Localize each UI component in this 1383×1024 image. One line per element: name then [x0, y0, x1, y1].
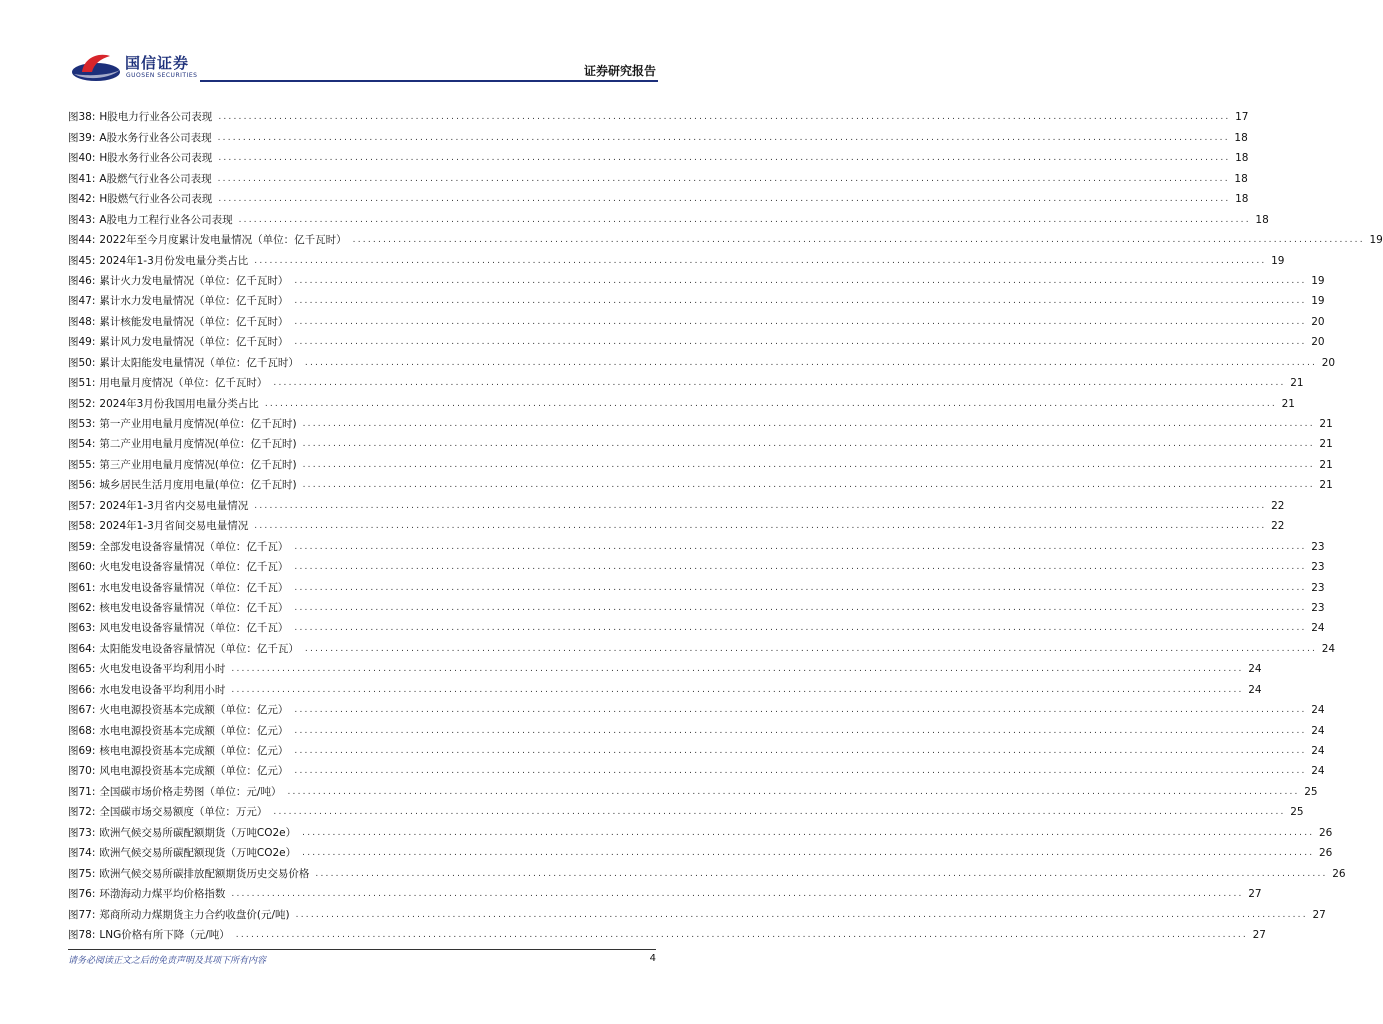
- toc-entry[interactable]: [68, 124, 1248, 144]
- toc-entry[interactable]: [68, 165, 1248, 185]
- toc-page-number: 20: [1321, 356, 1336, 369]
- toc-entry[interactable]: [68, 758, 1325, 778]
- toc-entry[interactable]: [68, 615, 1325, 635]
- toc-figure-number: 图50:: [68, 356, 96, 369]
- toc-figure-number: 图47:: [68, 295, 96, 308]
- toc-entry[interactable]: [68, 860, 1346, 880]
- logo-text-en: GUOSEN SECURITIES: [126, 72, 198, 79]
- toc-figure-number: 图39:: [68, 131, 96, 144]
- toc-entry[interactable]: [68, 431, 1333, 451]
- toc-leader-dots: ........................................................................................................................................................................................................: [231, 889, 1244, 900]
- toc-leader-dots: ........................................................................................................................................................................................................: [273, 807, 1286, 818]
- toc-figure-number: 图60:: [68, 561, 96, 574]
- toc-leader-dots: ........................................................................................................................................................................................................: [294, 316, 1307, 327]
- toc-entry[interactable]: [68, 799, 1304, 819]
- toc-entry[interactable]: [68, 656, 1262, 676]
- toc-figure-title: 第二产业用电量月度情况(单位：亿千瓦时): [99, 438, 297, 451]
- toc-figure-number: 图49:: [68, 336, 96, 349]
- toc-leader-dots: ........................................................................................................................................................................................................: [294, 746, 1307, 756]
- toc-leader-dots: ........................................................................................................................................................................................................: [294, 602, 1307, 613]
- toc-figure-title: 第三产业用电量月度情况(单位：亿千瓦时): [99, 458, 297, 471]
- toc-entry[interactable]: [68, 738, 1325, 758]
- toc-figure-number: 图78:: [68, 928, 96, 941]
- toc-figure-title: 累计核能发电量情况（单位：亿千瓦时）: [99, 315, 289, 328]
- toc-figure-number: 图64:: [68, 642, 96, 655]
- toc-figure-title: A股燃气行业各公司表现: [99, 172, 212, 185]
- toc-leader-dots: ........................................................................................................................................................................................................: [294, 296, 1307, 307]
- toc-page-number: 24: [1311, 622, 1325, 635]
- toc-entry[interactable]: [68, 778, 1318, 798]
- toc-figure-number: 图46:: [68, 274, 96, 287]
- toc-figure-number: 图62:: [68, 601, 96, 614]
- toc-leader-dots: ........................................................................................................................................................................................................: [315, 868, 1328, 879]
- toc-leader-dots: ........................................................................................................................................................................................................: [254, 255, 1267, 266]
- toc-figure-title: 郑商所动力煤期货主力合约收盘价(元/吨): [99, 908, 290, 921]
- toc-entry[interactable]: [68, 411, 1333, 431]
- toc-entry[interactable]: [68, 247, 1285, 267]
- toc-page-number: 19: [1311, 295, 1325, 308]
- toc-figure-title: 欧洲气候交易所碳配额期货（万吨CO2e）: [99, 826, 297, 839]
- toc-entry[interactable]: [68, 635, 1336, 655]
- toc-page-number: 24: [1248, 663, 1262, 676]
- toc-page-number: 21: [1281, 397, 1295, 410]
- toc-figure-number: 图66:: [68, 683, 96, 696]
- toc-page-number: 22: [1271, 499, 1285, 512]
- toc-figure-title: 欧洲气候交易所碳配额现货（万吨CO2e）: [99, 847, 297, 860]
- report-type-label: 证券研究报告: [583, 64, 656, 78]
- logo-text-cn: 国信证券: [125, 54, 190, 72]
- toc-figure-title: 第一产业用电量月度情况(单位：亿千瓦时): [99, 418, 297, 430]
- toc-entry[interactable]: [68, 451, 1333, 471]
- toc-leader-dots: ........................................................................................................................................................................................................: [264, 398, 1277, 409]
- toc-figure-title: 风电电源投资基本完成额（单位：亿元）: [99, 765, 289, 778]
- toc-figure-title: 城乡居民生活月度用电量(单位：亿千瓦时): [99, 479, 297, 492]
- toc-figure-number: 图77:: [68, 908, 96, 921]
- toc-leader-dots: ........................................................................................................................................................................................................: [294, 562, 1307, 573]
- toc-leader-dots: ........................................................................................................................................................................................................: [235, 929, 1248, 940]
- toc-figure-title: 环渤海动力煤平均价格指数: [99, 888, 226, 901]
- toc-leader-dots: ........................................................................................................................................................................................................: [218, 153, 1231, 164]
- toc-entry[interactable]: [68, 268, 1325, 288]
- toc-page-number: 19: [1271, 254, 1285, 267]
- toc-leader-dots: ........................................................................................................................................................................................................: [294, 766, 1307, 777]
- page-header: [0, 0, 724, 90]
- toc-entry[interactable]: [68, 390, 1295, 410]
- toc-page-number: 24: [1311, 765, 1325, 778]
- toc-entry[interactable]: [68, 186, 1249, 206]
- toc-leader-dots: ........................................................................................................................................................................................................: [254, 500, 1267, 511]
- toc-leader-dots: ........................................................................................................................................................................................................: [302, 439, 1315, 450]
- toc-page-number: 21: [1319, 479, 1333, 492]
- toc-page-number: 23: [1311, 540, 1325, 553]
- toc-entry[interactable]: [68, 472, 1333, 492]
- toc-leader-dots: ........................................................................................................................................................................................................: [304, 357, 1318, 368]
- toc-leader-dots: ........................................................................................................................................................................................................: [302, 459, 1315, 470]
- page-number: 4: [649, 953, 656, 964]
- toc-entry[interactable]: [68, 554, 1325, 574]
- toc-figure-number: 图72:: [68, 806, 96, 819]
- toc-page-number: 25: [1290, 806, 1304, 819]
- toc-page-number: 21: [1319, 458, 1333, 471]
- toc-figure-title: 累计太阳能发电量情况（单位：亿千瓦时）: [99, 356, 299, 369]
- toc-page-number: 20: [1311, 336, 1325, 349]
- toc-page-number: 27: [1248, 888, 1262, 901]
- toc-entry[interactable]: [68, 533, 1325, 553]
- toc-figure-title: 2024年1-3月省内交易电量情况: [99, 499, 249, 512]
- toc-page-number: 24: [1311, 704, 1325, 717]
- toc-entry[interactable]: [68, 595, 1325, 615]
- toc-figure-number: 图71:: [68, 785, 96, 798]
- toc-figure-number: 图65:: [68, 663, 96, 676]
- toc-entry[interactable]: [68, 227, 1383, 247]
- toc-page-number: 24: [1311, 724, 1325, 737]
- toc-entry[interactable]: [68, 922, 1266, 942]
- toc-figure-title: 全国碳市场价格走势图（单位：元/吨）: [99, 785, 282, 798]
- toc-entry[interactable]: [68, 288, 1325, 308]
- toc-entry[interactable]: [68, 819, 1333, 839]
- toc-figure-number: 图44:: [68, 234, 96, 247]
- toc-entry[interactable]: [68, 104, 1249, 124]
- toc-figure-title: LNG价格有所下降（元/吨）: [99, 928, 230, 941]
- disclaimer-text: 请务必阅读正文之后的免责声明及其项下所有内容: [68, 956, 267, 966]
- toc-figure-number: 图69:: [68, 745, 96, 757]
- toc-page-number: 17: [1235, 111, 1249, 124]
- toc-leader-dots: ........................................................................................................................................................................................................: [302, 419, 1315, 429]
- toc-leader-dots: ........................................................................................................................................................................................................: [231, 684, 1244, 695]
- toc-page-number: 26: [1332, 867, 1346, 880]
- toc-figure-title: 2022年至今月度累计发电量情况（单位：亿千瓦时）: [99, 234, 347, 247]
- toc-figure-number: 图59:: [68, 540, 96, 553]
- toc-page-number: 24: [1311, 745, 1325, 757]
- toc-figure-title: 水电发电设备平均利用小时: [99, 683, 226, 696]
- toc-figure-title: 火电发电设备平均利用小时: [99, 663, 226, 676]
- toc-leader-dots: ........................................................................................................................................................................................................: [352, 235, 1365, 246]
- toc-entry[interactable]: [68, 574, 1325, 594]
- toc-figure-title: 风电发电设备容量情况（单位：亿千瓦）: [99, 622, 289, 635]
- toc-figure-title: H股水务行业各公司表现: [99, 152, 213, 165]
- toc-leader-dots: ........................................................................................................................................................................................................: [304, 643, 1318, 654]
- toc-figure-number: 图52:: [68, 397, 96, 410]
- toc-leader-dots: ........................................................................................................................................................................................................: [294, 541, 1307, 552]
- toc-page-number: 18: [1235, 152, 1249, 165]
- toc-page-number: 21: [1319, 438, 1333, 451]
- toc-page-number: 25: [1304, 785, 1318, 798]
- toc-figure-number: 图57:: [68, 499, 96, 512]
- toc-figure-title: 2024年1-3月省间交易电量情况: [99, 520, 249, 533]
- toc-figure-title: H股电力行业各公司表现: [99, 111, 213, 124]
- toc-page-number: 21: [1290, 377, 1304, 390]
- toc-leader-dots: ........................................................................................................................................................................................................: [218, 112, 1231, 123]
- toc-figure-title: 水电电源投资基本完成额（单位：亿元）: [99, 724, 289, 737]
- toc-figure-title: 用电量月度情况（单位：亿千瓦时）: [99, 377, 268, 390]
- figure-toc-list: [68, 104, 1383, 942]
- toc-figure-number: 图76:: [68, 888, 96, 901]
- toc-entry[interactable]: [68, 370, 1304, 390]
- toc-figure-title: 水电发电设备容量情况（单位：亿千瓦）: [99, 581, 289, 594]
- toc-figure-number: 图51:: [68, 377, 96, 390]
- toc-figure-number: 图75:: [68, 867, 96, 880]
- toc-entry[interactable]: [68, 697, 1325, 717]
- toc-figure-number: 图48:: [68, 315, 96, 328]
- toc-entry[interactable]: [68, 308, 1325, 328]
- toc-leader-dots: ........................................................................................................................................................................................................: [294, 582, 1307, 593]
- toc-page-number: 19: [1369, 234, 1383, 247]
- toc-leader-dots: ........................................................................................................................................................................................................: [294, 705, 1307, 716]
- guosen-logo-mark-icon: [70, 50, 122, 84]
- toc-figure-number: 图41:: [68, 172, 96, 185]
- toc-figure-title: A股电力工程行业各公司表现: [99, 213, 233, 226]
- toc-entry[interactable]: [68, 492, 1285, 512]
- toc-leader-dots: ........................................................................................................................................................................................................: [294, 623, 1307, 634]
- toc-leader-dots: ........................................................................................................................................................................................................: [218, 194, 1231, 205]
- toc-figure-number: 图38:: [68, 111, 96, 124]
- toc-figure-number: 图45:: [68, 254, 96, 267]
- toc-figure-title: 核电发电设备容量情况（单位：亿千瓦）: [99, 601, 289, 614]
- toc-figure-number: 图73:: [68, 826, 96, 839]
- toc-leader-dots: ........................................................................................................................................................................................................: [295, 909, 1308, 920]
- toc-figure-number: 图53:: [68, 418, 96, 430]
- toc-page-number: 22: [1271, 520, 1285, 533]
- toc-figure-number: 图58:: [68, 520, 96, 533]
- toc-page-number: 27: [1252, 928, 1266, 941]
- toc-page-number: 23: [1311, 581, 1325, 594]
- toc-figure-number: 图63:: [68, 622, 96, 635]
- toc-entry[interactable]: [68, 145, 1249, 165]
- toc-entry[interactable]: [68, 881, 1262, 901]
- toc-leader-dots: ........................................................................................................................................................................................................: [287, 786, 1300, 797]
- toc-leader-dots: ........................................................................................................................................................................................................: [294, 337, 1307, 348]
- toc-leader-dots: ........................................................................................................................................................................................................: [302, 848, 1315, 859]
- toc-page-number: 24: [1248, 683, 1262, 696]
- toc-entry[interactable]: [68, 349, 1336, 369]
- toc-page-number: 20: [1311, 315, 1325, 328]
- toc-leader-dots: ........................................................................................................................................................................................................: [254, 521, 1267, 532]
- toc-leader-dots: ........................................................................................................................................................................................................: [294, 725, 1307, 736]
- toc-figure-number: 图70:: [68, 765, 96, 778]
- header-divider: [200, 80, 658, 82]
- toc-figure-title: 累计风力发电量情况（单位：亿千瓦时）: [99, 336, 289, 349]
- toc-figure-number: 图54:: [68, 438, 96, 451]
- toc-page-number: 23: [1311, 561, 1325, 574]
- toc-page-number: 19: [1311, 274, 1325, 287]
- toc-page-number: 21: [1319, 418, 1333, 430]
- toc-entry[interactable]: [68, 513, 1285, 533]
- toc-leader-dots: ........................................................................................................................................................................................................: [217, 132, 1230, 143]
- toc-figure-number: 图68:: [68, 724, 96, 737]
- toc-figure-title: 2024年3月份我国用电量分类占比: [99, 397, 259, 410]
- toc-page-number: 26: [1318, 847, 1333, 860]
- toc-leader-dots: ........................................................................................................................................................................................................: [294, 275, 1307, 286]
- toc-page-number: 27: [1312, 908, 1326, 921]
- toc-page-number: 18: [1235, 193, 1249, 206]
- toc-figure-title: 核电电源投资基本完成额（单位：亿元）: [99, 745, 289, 757]
- toc-page-number: 18: [1234, 131, 1248, 144]
- toc-figure-number: 图40:: [68, 152, 96, 165]
- toc-figure-number: 图55:: [68, 458, 96, 471]
- toc-figure-title: H股燃气行业各公司表现: [99, 193, 213, 206]
- toc-leader-dots: ........................................................................................................................................................................................................: [231, 664, 1244, 675]
- toc-figure-title: 全部发电设备容量情况（单位：亿千瓦）: [99, 540, 289, 553]
- toc-page-number: 18: [1234, 172, 1248, 185]
- toc-figure-title: 累计水力发电量情况（单位：亿千瓦时）: [99, 295, 289, 308]
- toc-entry[interactable]: [68, 206, 1269, 226]
- toc-leader-dots: ........................................................................................................................................................................................................: [302, 827, 1315, 838]
- toc-figure-number: 图61:: [68, 581, 96, 594]
- toc-figure-number: 图43:: [68, 213, 96, 226]
- toc-figure-number: 图74:: [68, 847, 96, 860]
- toc-figure-number: 图42:: [68, 193, 96, 206]
- toc-figure-title: 火电发电设备容量情况（单位：亿千瓦）: [99, 561, 289, 574]
- toc-leader-dots: ........................................................................................................................................................................................................: [302, 480, 1315, 491]
- toc-figure-title: 2024年1-3月份发电量分类占比: [99, 254, 249, 267]
- toc-figure-title: 太阳能发电设备容量情况（单位：亿千瓦）: [99, 642, 299, 655]
- toc-leader-dots: ........................................................................................................................................................................................................: [217, 173, 1230, 184]
- toc-entry[interactable]: [68, 329, 1325, 349]
- toc-entry[interactable]: [68, 717, 1325, 737]
- toc-leader-dots: ........................................................................................................................................................................................................: [273, 378, 1286, 389]
- toc-page-number: 23: [1311, 601, 1325, 614]
- toc-page-number: 26: [1318, 826, 1333, 839]
- toc-figure-title: 全国碳市场交易额度（单位：万元）: [99, 806, 268, 819]
- toc-figure-number: 图67:: [68, 704, 96, 717]
- toc-leader-dots: ........................................................................................................................................................................................................: [238, 214, 1251, 225]
- toc-page-number: 24: [1321, 642, 1336, 655]
- toc-figure-title: 火电电源投资基本完成额（单位：亿元）: [99, 704, 289, 717]
- footer-divider: [68, 949, 656, 950]
- toc-entry[interactable]: [68, 901, 1326, 921]
- toc-figure-number: 图56:: [68, 479, 96, 492]
- toc-entry[interactable]: [68, 676, 1262, 696]
- toc-page-number: 18: [1255, 213, 1269, 226]
- toc-figure-title: 累计火力发电量情况（单位：亿千瓦时）: [99, 274, 289, 287]
- toc-entry[interactable]: [68, 840, 1333, 860]
- guosen-logo: [70, 50, 200, 84]
- toc-figure-title: 欧洲气候交易所碳排放配额期货历史交易价格: [99, 867, 310, 880]
- toc-figure-title: A股水务行业各公司表现: [99, 131, 212, 144]
